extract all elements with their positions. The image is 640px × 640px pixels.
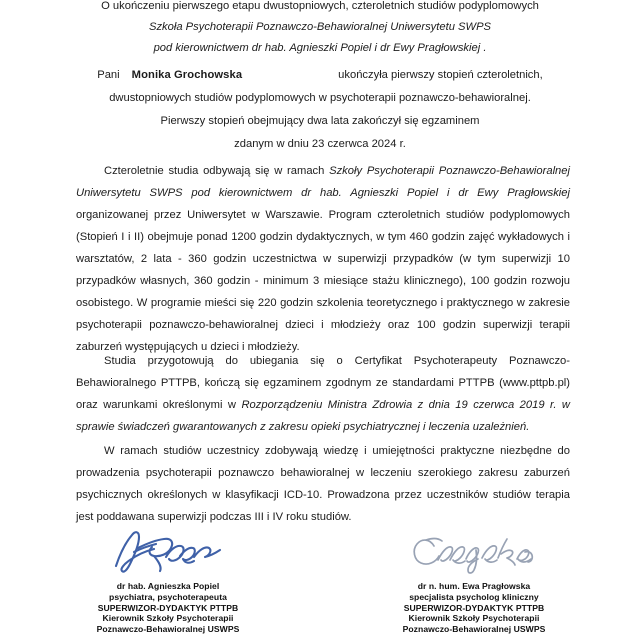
p2-segment-italic: Rozporządzeniu Ministra Zdrowia z dnia 19 czerwca 2019 r. w sprawie świadczeń gwarantowanych z zakresu opieki psychiatrycznej i leczenia uzależnień. — [76, 399, 570, 433]
body-block — [76, 160, 570, 523]
recipient-line-1-tail: ukończyła pierwszy stopień czteroletnich, — [338, 69, 543, 81]
handwritten-signature-praglowska-icon — [324, 524, 624, 582]
signature-caption-praglowska — [324, 581, 624, 635]
signature-block-popiel — [18, 524, 318, 635]
p1-segment-3: organizowanej przez Uniwersytet w Warszawie. Program czteroletnich studiów podyplomowych (Stopień I i II) obejmuje ponad 1200 godzin dydaktycznych, w tym 460 godzin zajęć wykładowych i warsztatów, 2 lata - 360 godzin uczestnictwa w superwizji przypadków (w tym superwizji 10 przypadków własnych, 360 godzin - minimum 3 miesiące stażu klinicznego), 100 godzin rozwoju osobistego. W programie mieści się 220 godzin szkolenia teoretycznego i praktycznego w zakresie psychoterapii poznawczo-behawioralnej dzieci i młodzieży oraz 100 godzin superwizji terapii zaburzeń występujących u dzieci i młodzieży. — [76, 209, 570, 353]
handwritten-signature-popiel-icon — [18, 524, 318, 582]
recipient-name: Monika Grochowska — [131, 69, 243, 81]
paragraph-certificate — [76, 350, 570, 438]
preamble-line-1: O ukończeniu pierwszego etapu dwustopniowych, czteroletnich studiów podyplomowych — [101, 0, 539, 12]
p2-segment-1: Studia przygotowują do ubiegania się o Certyfikat Psychoterapeuty Poznawczo-Behawioralnego PTTPB, kończą się egzaminem zgodnym ze standardami PTTPB (www.pttpb.pl) oraz warunkami określonymi w — [76, 355, 570, 411]
p3-segment-1: W ramach studiów uczestnicy zdobywają wiedzę i umiejętności praktyczne niezbędne do prowadzenia psychoterapii poznawczo behawioralnej w leczeniu szerokiego zakresu zaburzeń psychicznych określonych w klasyfikacji ICD-10. Prowadzona przez uczestników studiów terapia jest poddawana superwizji podczas III i IV roku studiów. — [76, 445, 570, 523]
signature-block-praglowska — [324, 524, 624, 635]
p1-segment-1: Czteroletnie studia odbywają się w ramach — [104, 165, 330, 177]
recipient-line-4: zdanym w dniu 23 czerwca 2024 r. — [234, 138, 406, 150]
caption-line: Poznawczo-Behawioralnej USWPS — [96, 624, 240, 635]
caption-line: dr hab. Agnieszka Popiel — [116, 581, 220, 591]
caption-line: Kierownik Szkoły Psychoterapii — [102, 613, 234, 624]
caption-line: Kierownik Szkoły Psychoterapii — [408, 613, 540, 624]
recipient-line-3: Pierwszy stopień obejmujący dwa lata zakończył się egzaminem — [160, 115, 480, 127]
p1-segment-italic: Szkoły Psychoterapii Poznawczo-Behawioralnej Uniwersytetu SWPS pod kierownictwem dr hab. Agnieszki Popiel i dr Ewy Pragłowskiej — [76, 165, 570, 199]
caption-line: dr n. hum. Ewa Pragłowska — [417, 581, 531, 591]
caption-line: psychiatra, psychoterapeuta — [109, 591, 227, 602]
preamble-line-2: Szkoła Psychoterapii Poznawczo-Behawioralnej Uniwersytetu SWPS — [149, 21, 491, 33]
signature-area — [0, 524, 640, 640]
recipient-block — [40, 64, 600, 156]
recipient-line-1 — [40, 64, 600, 87]
signature-caption-popiel — [18, 581, 318, 635]
paragraph-program-description — [76, 160, 570, 358]
paragraph-competences — [76, 440, 570, 528]
recipient-salutation: Pani — [97, 69, 120, 81]
caption-line: specjalista psycholog kliniczny — [409, 591, 539, 602]
preamble-line-3: pod kierownictwem dr hab. Agnieszki Popiel i dr Ewy Pragłowskiej . — [153, 42, 487, 54]
recipient-line-2: dwustopniowych studiów podyplomowych w psychoterapii poznawczo-behawioralnej. — [109, 92, 531, 104]
caption-line: SUPERWIZOR-DYDAKTYK PTTPB — [403, 602, 545, 613]
preamble-block — [40, 0, 600, 59]
caption-line: Poznawczo-Behawioralnej USWPS — [402, 624, 546, 635]
caption-line: SUPERWIZOR-DYDAKTYK PTTPB — [97, 602, 239, 613]
